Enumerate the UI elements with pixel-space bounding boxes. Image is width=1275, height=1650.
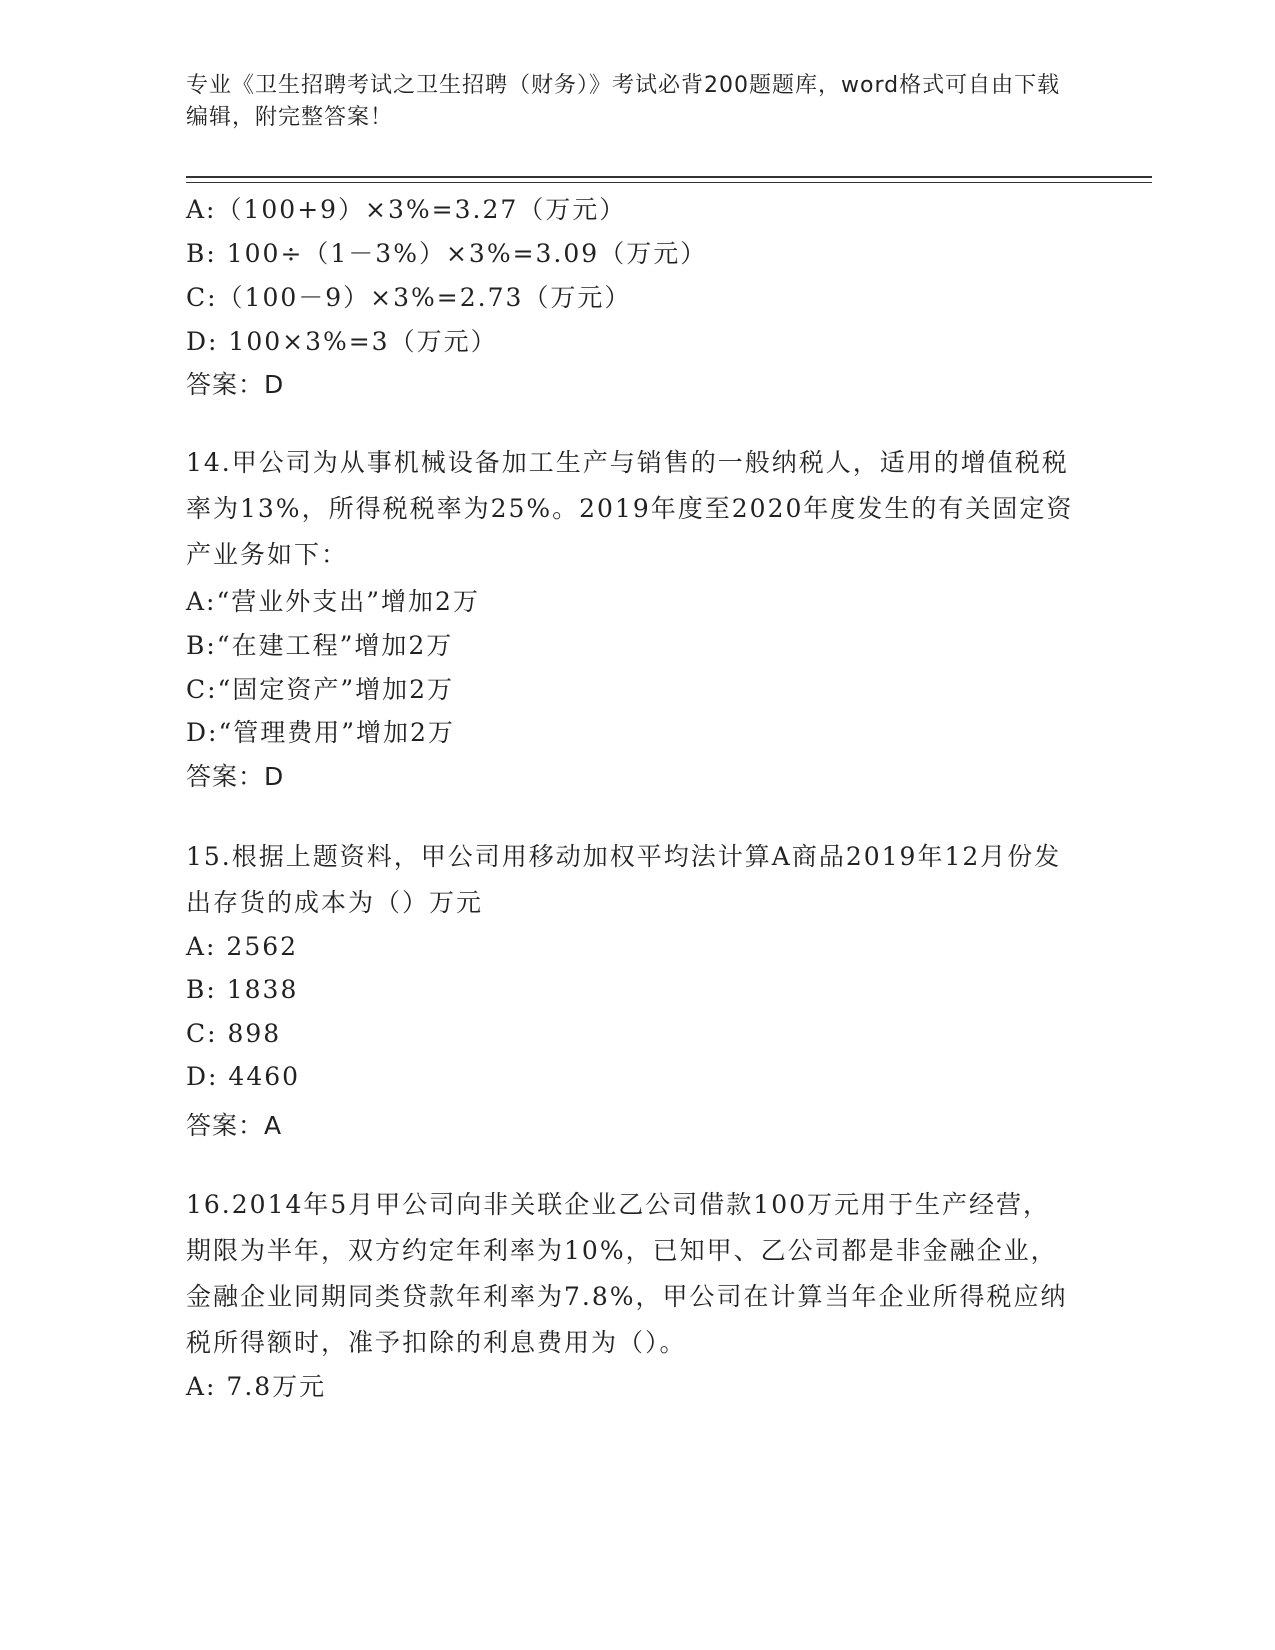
q15-stem: 15.根据上题资料，甲公司用移动加权平均法计算A商品2019年12月份发出存货的成本为（）万元 (186, 842, 1062, 917)
q16-option-a: A: 7.8万元 (186, 1372, 327, 1401)
q15-answer: 答案：A (186, 1111, 283, 1140)
q14-option-a: A:“营业外支出”增加2万 (186, 587, 480, 616)
q15-option-a: A: 2562 (186, 932, 299, 961)
q13-option-d: D: 100×3%=3（万元） (186, 327, 498, 356)
header-rule-thick (186, 176, 1152, 178)
q15-option-d: D: 4460 (186, 1062, 301, 1091)
q14-option-b: B:“在建工程”增加2万 (186, 631, 454, 660)
q13-option-b: B: 100÷（1－3%）×3%=3.09（万元） (186, 239, 708, 268)
document-header: 专业《卫生招聘考试之卫生招聘（财务）》考试必背200题题库，word格式可自由下载编辑，附完整答案！ (186, 73, 1061, 130)
q13-answer: 答案：D (186, 370, 285, 399)
q14-option-c: C:“固定资产”增加2万 (186, 675, 455, 704)
q13-option-a: A:（100+9）×3%=3.27（万元） (186, 195, 627, 224)
q14-stem: 14.甲公司为从事机械设备加工生产与销售的一般纳税人，适用的增值税税率为13%，所得税税率为25%。2019年度至2020年度发生的有关固定资产业务如下： (186, 448, 1074, 569)
q15-option-c: C: 898 (186, 1019, 282, 1048)
q15-option-b: B: 1838 (186, 975, 299, 1004)
q14-answer: 答案：D (186, 762, 285, 791)
q13-option-c: C:（100－9）×3%=2.73（万元） (186, 283, 632, 312)
q14-option-d: D:“管理费用”增加2万 (186, 718, 455, 747)
q16-stem: 16.2014年5月甲公司向非关联企业乙公司借款100万元用于生产经营，期限为半年，双方约定年利率为10%，已知甲、乙公司都是非金融企业，金融企业同期同类贷款年利率为7.8%，甲公司在计算当年企业所得税应纳税所得额时，准予扣除的利息费用为（）。 (186, 1190, 1068, 1357)
header-rule-thin (186, 182, 1152, 183)
